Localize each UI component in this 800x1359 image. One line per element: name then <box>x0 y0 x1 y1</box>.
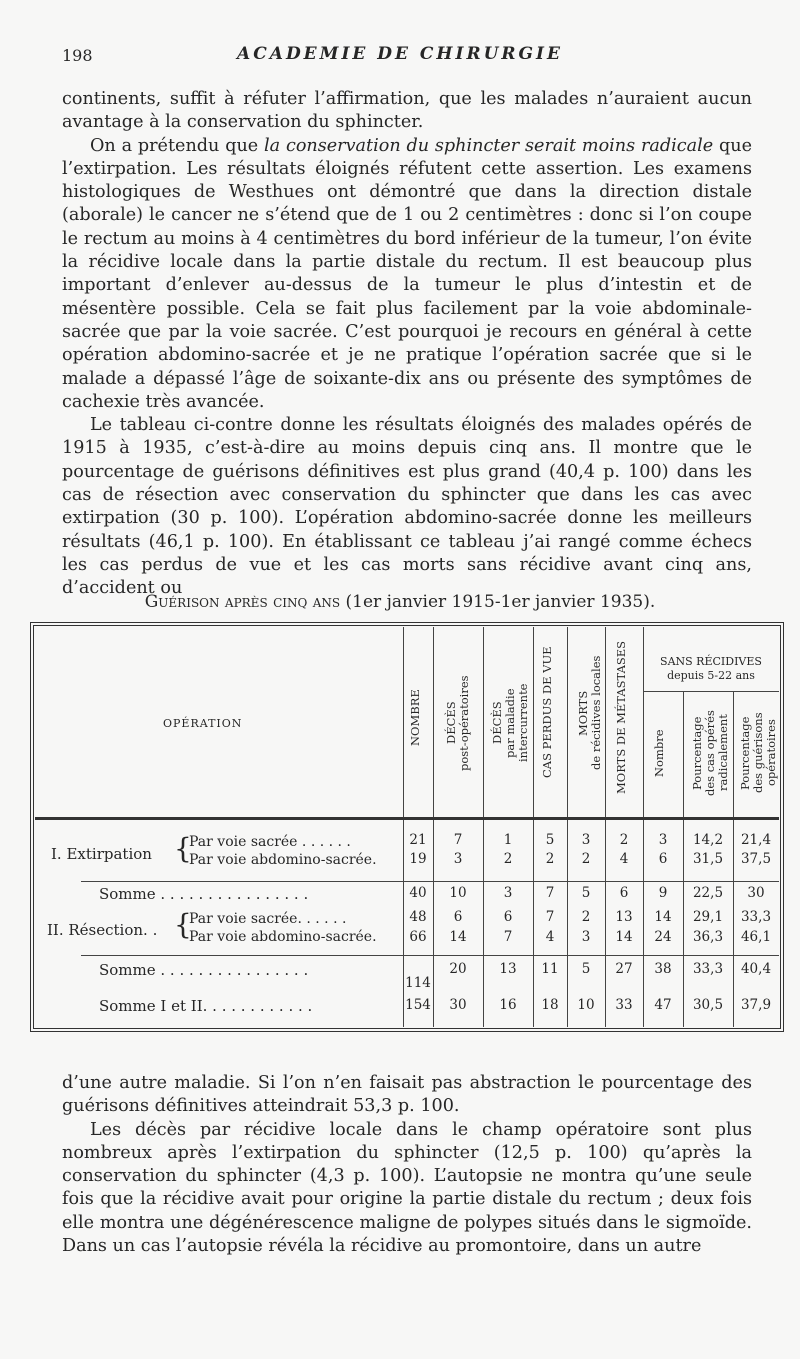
table-cell: 14 <box>449 929 467 945</box>
table-cell: 27 <box>615 961 633 977</box>
table-cell: 29,1 <box>692 909 724 925</box>
table-cell: 11 <box>541 961 559 977</box>
paragraph: Le tableau ci-contre donne les résultats éloignés des malades opérés de 1915 à 1935, c’est-à-dire au moins depuis cinq ans. Il montre que le pourcentage de guérisons définitives est plus grand (40,4 p. 100) dans les cas de résection avec conservation du sphincter que dans les cas avec extirpation (30 p. 100). L’opération abdomino-sacrée donne les meilleurs résultats (46,1 p. 100). En établissant ce tableau j’ai rangé comme échecs les cas perdus de vue et les cas morts sans récidive avant cinq ans, d’accident ou <box>62 415 752 599</box>
table-cell: 2 <box>581 851 591 867</box>
table-cell: 14 <box>615 929 633 945</box>
row-label: Par voie sacrée. . . . . . <box>189 911 347 927</box>
header-deces-maladie: DÉCÈS par maladie intercurrente <box>490 683 530 763</box>
table-cell: 33,3 <box>692 961 724 977</box>
table-cell: 40,4 <box>740 961 772 977</box>
header-cas-perdus: CAS PERDUS DE VUE <box>540 646 554 778</box>
table-cell: 33,3 <box>740 909 772 925</box>
header-sub-pct-radical: Pourcentage des cas opérés radicalement <box>690 710 730 796</box>
sum-label: Somme . . . . . . . . . . . . . . . . <box>99 961 309 979</box>
table-cell: 3 <box>503 885 513 901</box>
table-cell: 4 <box>545 929 555 945</box>
header-morts-recidives: MORTS de récidives locales <box>576 655 603 771</box>
caption-rest: (1er janvier 1915-1er janvier 1935). <box>340 592 656 612</box>
table-cell: 16 <box>499 997 517 1013</box>
paragraph <box>62 135 752 415</box>
table-cell: 19 <box>409 851 427 867</box>
table-cell: 154 <box>405 997 431 1013</box>
table-cell: 40 <box>409 885 427 901</box>
table-cell: 3 <box>453 851 463 867</box>
sum-label: Somme I et II. . . . . . . . . . . . <box>99 997 313 1015</box>
table-cell: 36,3 <box>692 929 724 945</box>
table-cell: 13 <box>615 909 633 925</box>
table-cell: 1 <box>503 832 513 848</box>
table-cell: 114 <box>405 975 431 991</box>
table-cell: 22,5 <box>692 885 724 901</box>
caption-small-caps: Guérison après cinq ans <box>144 592 341 612</box>
table-cell: 2 <box>619 832 629 848</box>
table-cell: 30 <box>449 997 467 1013</box>
table-cell: 14 <box>654 909 672 925</box>
table-cell: 6 <box>503 909 513 925</box>
table-cell: 3 <box>581 929 591 945</box>
table-cell: 31,5 <box>692 851 724 867</box>
paragraph: continents, suffit à réfuter l’affirmation, que les malades n’auraient aucun avantage à la conservation du sphincter. <box>62 89 752 133</box>
table-cell: 7 <box>545 885 555 901</box>
table-cell: 4 <box>619 851 629 867</box>
table-cell: 37,9 <box>740 997 772 1013</box>
text-run: On a prétendu que <box>90 135 265 156</box>
table-cell: 7 <box>453 832 463 848</box>
group-label-resection: II. Résection. . <box>47 921 158 939</box>
table-cell: 47 <box>654 997 672 1013</box>
table-cell: 18 <box>541 997 559 1013</box>
table-cell: 9 <box>658 885 668 901</box>
running-title: ACADEMIE DE CHIRURGIE <box>237 44 563 64</box>
table-caption <box>0 592 800 612</box>
group-label-extirpation: I. Extirpation <box>51 845 152 863</box>
bottom-text <box>62 1072 752 1258</box>
table-cell: 3 <box>581 832 591 848</box>
row-label: Par voie abdomino-sacrée. <box>189 852 377 868</box>
italic-text: la conservation du sphincter serait moins radicale <box>264 135 714 156</box>
table-cell: 48 <box>409 909 427 925</box>
table-cell: 30,5 <box>692 997 724 1013</box>
table-cell: 7 <box>545 909 555 925</box>
table-cell: 5 <box>581 885 591 901</box>
table-cell: 46,1 <box>740 929 772 945</box>
sum-label: Somme . . . . . . . . . . . . . . . . <box>99 885 309 903</box>
paragraph: Les décès par récidive locale dans le champ opératoire sont plus nombreux après l’extirpation du sphincter (12,5 p. 100) qu’après la conservation du sphincter (4,3 p. 100). L’autopsie ne montra qu’une seule fois que la récidive avait pour origine la partie distale du rectum ; deux fois elle montra une dégénérescence maligne de polypes situés dans le sigmoïde. Dans un cas l’autopsie révéla la récidive au promontoire, dans un autre <box>62 1119 752 1257</box>
header-sans-recidives: SANS RÉCIDIVES depuis 5-22 ans <box>660 655 762 682</box>
table-cell: 21 <box>409 832 427 848</box>
header-morts-metastases: MORTS DE MÉTASTASES <box>614 640 628 794</box>
text-run: que l’extirpation. Les résultats éloignés réfutent cette assertion. Les examens histologiques de Westhues ont démontré que dans la direction distale (aborale) le cancer ne s’étend que de 1 ou 2 centimètres : donc si l’on coupe le rectum au moins à 4 centimètres du bord inférieur de la tumeur, l’on évite la récidive locale dans la partie distale du rectum. Il est beaucoup plus important d’enlever au-dessus de la tumeur le plus d’intestin et de mésentère possible. Cela se fait plus facilement par la voie abdominale-sacrée que par la voie sacrée. C’est pourquoi je recours en général à cette opération abdomino-sacrée et je ne pratique l’opération sacrée que si le malade a dépassé l’âge de soixante-dix ans ou présente des symptômes de cachexie très avancée. <box>62 135 752 412</box>
table-cell: 14,2 <box>692 832 724 848</box>
table-cell: 3 <box>658 832 668 848</box>
table-cell: 10 <box>449 885 467 901</box>
header-deces-postop: DÉCÈS post-opératoires <box>444 675 471 771</box>
table-cell: 37,5 <box>740 851 772 867</box>
table-cell: 7 <box>503 929 513 945</box>
brace: { <box>174 832 192 865</box>
table-cell: 20 <box>449 961 467 977</box>
table-cell: 6 <box>619 885 629 901</box>
row-label: Par voie sacrée . . . . . . <box>189 834 351 850</box>
header-sub-pct-operatoires: Pourcentage des guérisons opératoires <box>738 712 778 794</box>
table-cell: 2 <box>545 851 555 867</box>
table-cell: 66 <box>409 929 427 945</box>
top-text <box>62 88 752 601</box>
row-label: Par voie abdomino-sacrée. <box>189 929 377 945</box>
header-sub-nombre: Nombre <box>652 729 666 777</box>
table-cell: 13 <box>499 961 517 977</box>
table-cell: 5 <box>545 832 555 848</box>
table-cell: 5 <box>581 961 591 977</box>
page-number: 198 <box>62 46 93 65</box>
table-cell: 33 <box>615 997 633 1013</box>
table-cell: 38 <box>654 961 672 977</box>
table-cell: 21,4 <box>740 832 772 848</box>
table-cell: 6 <box>658 851 668 867</box>
header-nombre: NOMBRE <box>408 689 422 747</box>
table-cell: 2 <box>503 851 513 867</box>
results-table <box>30 622 784 1032</box>
table-cell: 24 <box>654 929 672 945</box>
paragraph: d’une autre maladie. Si l’on n’en faisait pas abstraction le pourcentage des guérisons définitives atteindrait 53,3 p. 100. <box>62 1073 752 1117</box>
table-cell: 10 <box>577 997 595 1013</box>
table-cell: 30 <box>747 885 765 901</box>
brace: { <box>174 908 192 941</box>
table-cell: 2 <box>581 909 591 925</box>
table-cell: 6 <box>453 909 463 925</box>
header-operation: OPÉRATION <box>163 717 243 730</box>
